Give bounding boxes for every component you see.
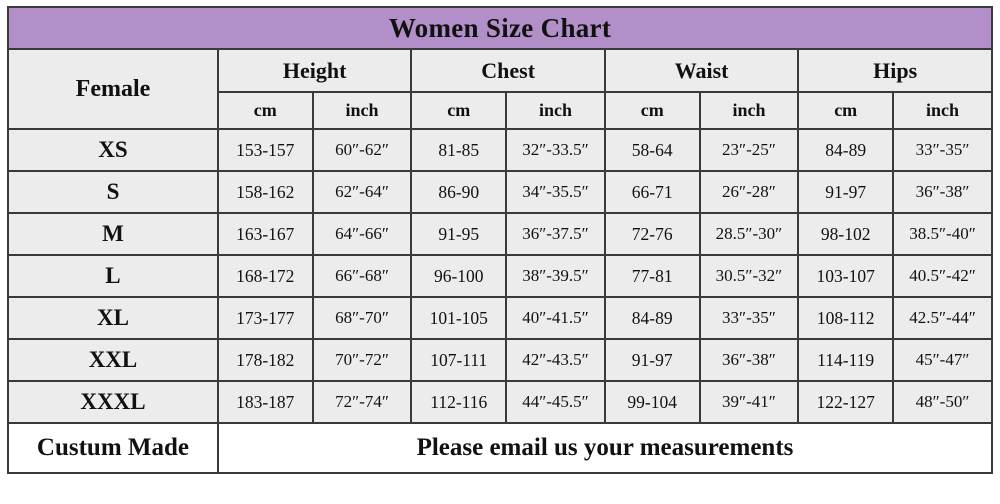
chart-title: Women Size Chart [8, 7, 992, 49]
cell-height-cm: 183-187 [218, 381, 313, 423]
cell-chest-inch: 40″-41.5″ [506, 297, 605, 339]
cell-height-cm: 163-167 [218, 213, 313, 255]
unit-header-height-cm: cm [218, 92, 313, 129]
size-label: XL [8, 297, 218, 339]
cell-height-inch: 72″-74″ [313, 381, 412, 423]
unit-header-waist-inch: inch [700, 92, 799, 129]
cell-chest-cm: 107-111 [411, 339, 506, 381]
cell-hips-cm: 91-97 [798, 171, 893, 213]
size-label: XS [8, 129, 218, 171]
cell-waist-inch: 28.5″-30″ [700, 213, 799, 255]
cell-waist-inch: 30.5″-32″ [700, 255, 799, 297]
cell-chest-cm: 81-85 [411, 129, 506, 171]
table-row [8, 339, 992, 381]
cell-chest-inch: 44″-45.5″ [506, 381, 605, 423]
cell-hips-inch: 45″-47″ [893, 339, 992, 381]
cell-chest-cm: 112-116 [411, 381, 506, 423]
cell-chest-cm: 101-105 [411, 297, 506, 339]
women-size-chart-table [7, 6, 993, 474]
cell-chest-cm: 91-95 [411, 213, 506, 255]
cell-chest-inch: 34″-35.5″ [506, 171, 605, 213]
table-row [8, 255, 992, 297]
cell-hips-cm: 108-112 [798, 297, 893, 339]
table-row [8, 381, 992, 423]
size-label: L [8, 255, 218, 297]
cell-waist-cm: 66-71 [605, 171, 700, 213]
size-label: XXXL [8, 381, 218, 423]
custom-made-label: Custum Made [8, 423, 218, 473]
size-chart-container [0, 6, 1000, 504]
table-row [8, 171, 992, 213]
unit-header-waist-cm: cm [605, 92, 700, 129]
unit-header-height-inch: inch [313, 92, 412, 129]
cell-hips-inch: 38.5″-40″ [893, 213, 992, 255]
cell-chest-inch: 32″-33.5″ [506, 129, 605, 171]
custom-made-message: Please email us your measurements [218, 423, 992, 473]
cell-hips-cm: 84-89 [798, 129, 893, 171]
cell-hips-inch: 42.5″-44″ [893, 297, 992, 339]
cell-height-cm: 173-177 [218, 297, 313, 339]
cell-height-cm: 168-172 [218, 255, 313, 297]
cell-hips-inch: 33″-35″ [893, 129, 992, 171]
cell-waist-cm: 99-104 [605, 381, 700, 423]
group-header-hips: Hips [798, 49, 992, 92]
unit-header-hips-inch: inch [893, 92, 992, 129]
unit-header-hips-cm: cm [798, 92, 893, 129]
cell-hips-cm: 103-107 [798, 255, 893, 297]
cell-height-cm: 178-182 [218, 339, 313, 381]
cell-height-inch: 62″-64″ [313, 171, 412, 213]
cell-hips-inch: 48″-50″ [893, 381, 992, 423]
table-row [8, 297, 992, 339]
cell-height-inch: 64″-66″ [313, 213, 412, 255]
cell-waist-cm: 91-97 [605, 339, 700, 381]
cell-height-inch: 66″-68″ [313, 255, 412, 297]
group-header-waist: Waist [605, 49, 798, 92]
cell-height-inch: 68″-70″ [313, 297, 412, 339]
size-label: M [8, 213, 218, 255]
cell-chest-inch: 42″-43.5″ [506, 339, 605, 381]
size-label: S [8, 171, 218, 213]
cell-waist-inch: 33″-35″ [700, 297, 799, 339]
cell-hips-cm: 114-119 [798, 339, 893, 381]
female-header: Female [8, 49, 218, 129]
cell-hips-cm: 122-127 [798, 381, 893, 423]
unit-header-chest-inch: inch [506, 92, 605, 129]
cell-waist-cm: 77-81 [605, 255, 700, 297]
group-header-row [8, 49, 992, 92]
table-row [8, 129, 992, 171]
title-row [8, 7, 992, 49]
cell-chest-cm: 96-100 [411, 255, 506, 297]
cell-waist-cm: 84-89 [605, 297, 700, 339]
table-row [8, 213, 992, 255]
cell-chest-inch: 36″-37.5″ [506, 213, 605, 255]
cell-chest-inch: 38″-39.5″ [506, 255, 605, 297]
cell-waist-cm: 58-64 [605, 129, 700, 171]
cell-height-cm: 158-162 [218, 171, 313, 213]
unit-header-chest-cm: cm [411, 92, 506, 129]
group-header-height: Height [218, 49, 411, 92]
cell-waist-inch: 39″-41″ [700, 381, 799, 423]
cell-waist-cm: 72-76 [605, 213, 700, 255]
cell-waist-inch: 23″-25″ [700, 129, 799, 171]
cell-hips-inch: 36″-38″ [893, 171, 992, 213]
cell-height-cm: 153-157 [218, 129, 313, 171]
cell-hips-inch: 40.5″-42″ [893, 255, 992, 297]
cell-chest-cm: 86-90 [411, 171, 506, 213]
group-header-chest: Chest [411, 49, 604, 92]
cell-hips-cm: 98-102 [798, 213, 893, 255]
custom-made-row [8, 423, 992, 473]
cell-waist-inch: 36″-38″ [700, 339, 799, 381]
cell-waist-inch: 26″-28″ [700, 171, 799, 213]
cell-height-inch: 70″-72″ [313, 339, 412, 381]
size-label: XXL [8, 339, 218, 381]
cell-height-inch: 60″-62″ [313, 129, 412, 171]
